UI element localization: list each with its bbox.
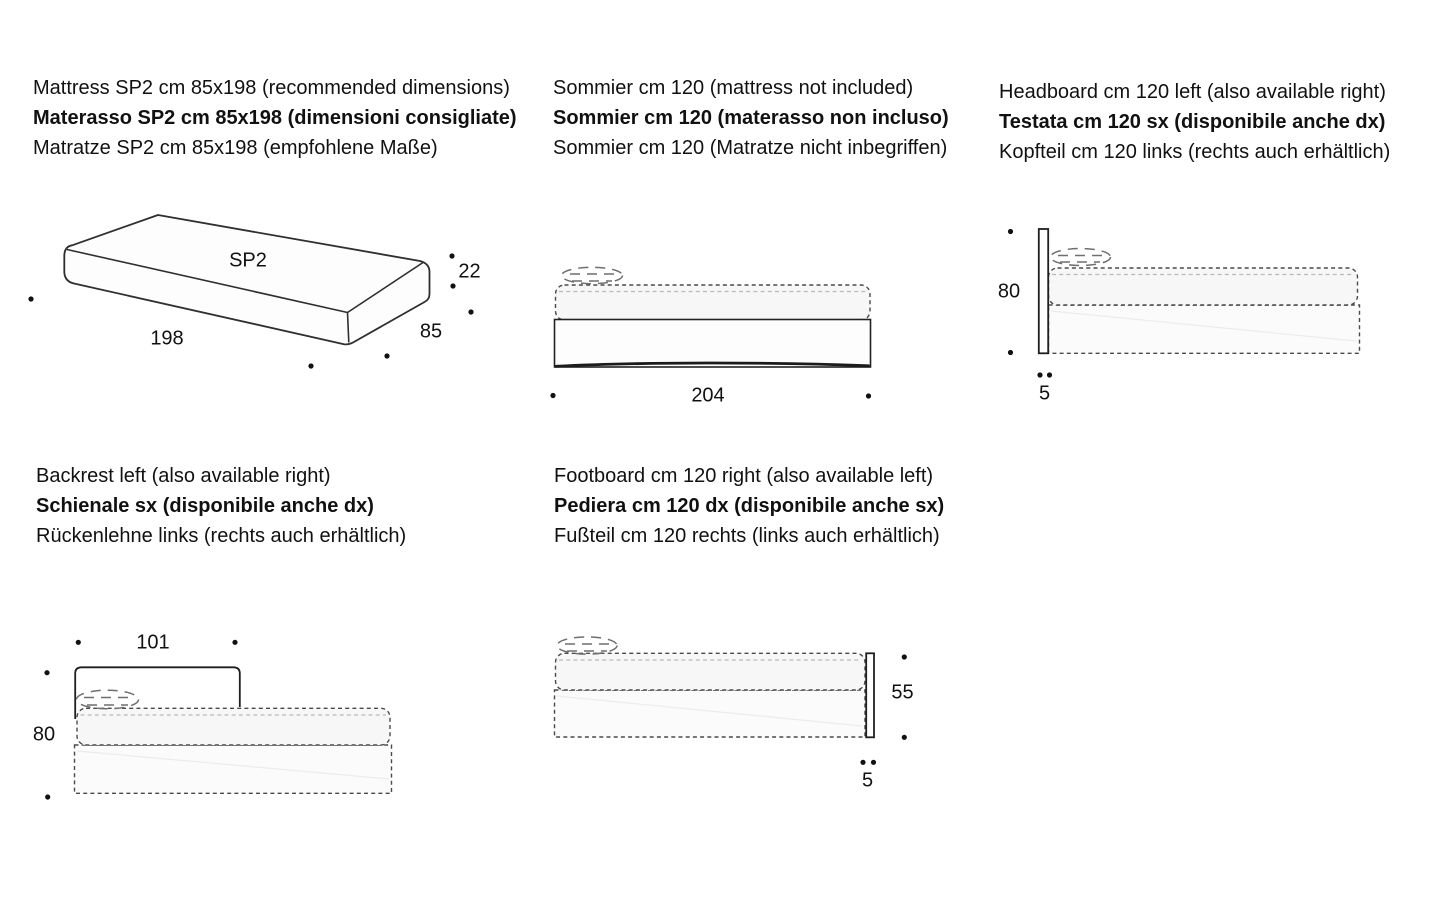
headboard-bed-base-dashed (1049, 305, 1360, 353)
dimension-dot (449, 253, 454, 258)
footboard-panel (866, 653, 874, 737)
headboard-title-it: Testata cm 120 sx (disponibile anche dx) (999, 111, 1386, 133)
dimension-dot (450, 283, 455, 288)
headboard-drawing (995, 220, 1375, 415)
sommier-title-block (553, 73, 949, 163)
dimension-dot (1008, 350, 1013, 355)
dimension-dot (384, 353, 389, 358)
dimension-dot (232, 640, 237, 645)
sommier-title-it: Sommier cm 120 (materasso non incluso) (553, 107, 949, 129)
backrest-title-it: Schienale sx (disponibile anche dx) (36, 495, 374, 517)
headboard-title-block (999, 77, 1390, 167)
footboard-depth-label: 5 (861, 769, 874, 792)
footboard-title-it: Pediera cm 120 dx (disponibile anche sx) (554, 495, 945, 517)
backrest-mattress-dashed (77, 708, 390, 745)
pillow-inner-dashes (1058, 256, 1102, 263)
sommier-title-de: Sommier cm 120 (Matratze nicht inbegriffen) (553, 137, 948, 159)
dimension-dot (468, 309, 473, 314)
headboard-panel (1039, 229, 1048, 353)
headboard-mattress-dashed (1049, 268, 1358, 305)
mattress-title-it: Materasso SP2 cm 85x198 (dimensioni consigliate) (33, 107, 517, 129)
footboard-title-de: Fußteil cm 120 rechts (links auch erhältlich) (554, 525, 940, 547)
mattress-thickness-label: 22 (458, 260, 481, 282)
dimension-dot (1047, 372, 1052, 377)
mattress-width-label: 85 (419, 320, 443, 342)
headboard-depth-label: 5 (1038, 382, 1051, 404)
dimension-dot (902, 735, 907, 740)
sommier-length-label: 204 (691, 384, 725, 406)
dimension-dot (860, 760, 865, 765)
backrest-title-en: Backrest left (also available right) (36, 465, 331, 487)
sommier-mattress-dashed (556, 285, 871, 320)
mattress-title-block (33, 73, 517, 163)
dimension-dot (871, 760, 876, 765)
mattress-title-de: Matratze SP2 cm 85x198 (empfohlene Maße) (33, 137, 438, 159)
mattress-product-label: SP2 (229, 249, 267, 272)
footboard-bed-base-dashed (555, 690, 866, 737)
mattress-title-en: Mattress SP2 cm 85x198 (recommended dimensions) (33, 77, 510, 99)
mattress-3d-drawing (20, 205, 490, 380)
dimension-dot (44, 670, 49, 675)
backrest-width-label: 101 (136, 631, 170, 654)
backrest-title-de: Rückenlehne links (rechts auch erhältlich) (36, 525, 407, 547)
dimension-dot (866, 393, 871, 398)
sommier-drawing (545, 255, 885, 405)
mattress-outline (64, 215, 429, 344)
dimension-dot (45, 794, 50, 799)
dimension-dot (76, 640, 81, 645)
dimension-dot (28, 296, 33, 301)
dimension-dot (1037, 372, 1042, 377)
headboard-height-label: 80 (997, 280, 1021, 303)
dimension-dot (308, 363, 313, 368)
footboard-height-label: 55 (891, 681, 914, 703)
headboard-title-de: Kopfteil cm 120 links (rechts auch erhältlich) (999, 141, 1391, 163)
dimension-dot (902, 654, 907, 659)
pillow-inner-dashes (565, 644, 609, 651)
backrest-drawing (30, 625, 405, 810)
backrest-title-block (36, 461, 406, 551)
dimension-dot (1008, 229, 1013, 234)
headboard-title-en: Headboard cm 120 left (also available right) (999, 81, 1386, 103)
backrest-bed-base-dashed (75, 745, 392, 793)
footboard-title-block (554, 461, 944, 551)
sommier-title-en: Sommier cm 120 (mattress not included) (553, 77, 914, 99)
backrest-height-label: 80 (32, 723, 56, 746)
footboard-title-en: Footboard cm 120 right (also available left) (554, 465, 934, 487)
dimension-dot (550, 393, 555, 398)
pillow-inner-dashes (570, 274, 614, 281)
footboard-mattress-dashed (556, 653, 866, 690)
mattress-length-label: 198 (150, 327, 184, 349)
sommier-base-box (555, 320, 871, 368)
pillow-icon (1051, 249, 1111, 266)
